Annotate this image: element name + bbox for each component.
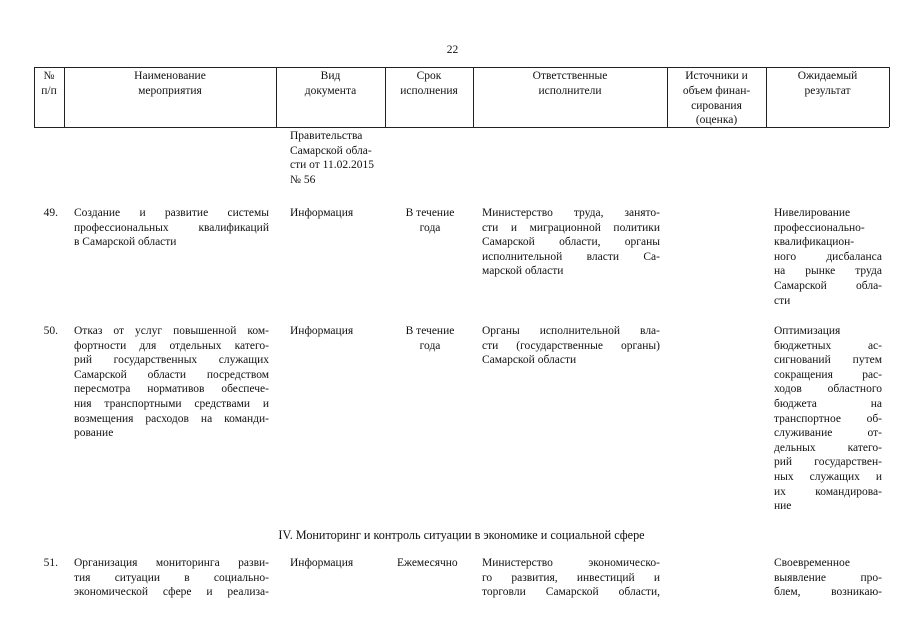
row-50-executors: Органы исполнительной вла- сти (государственные органы) Самарской области [482, 325, 660, 367]
section-heading: IV. Мониторинг и контроль ситуации в экономике и социальной сфере [278, 528, 645, 542]
page-number: 22 [446, 44, 459, 56]
row-49-name: Создание и развитие системы профессиональных квалификаций в Самарской области [74, 207, 269, 249]
row-51-name: Организация мониторинга разви- тия ситуации в социально- экономической сфере и реализа- [74, 557, 269, 599]
table-header-top-border [34, 67, 889, 68]
row-51-executors: Министерство экономическо- го развития, инвестиций и торговли Самарской области, [482, 557, 660, 599]
carryover-document-cell: Правительства Самарской обла- сти от 11.02.2015 № 56 [290, 130, 374, 186]
header-col-document: Вид документа [304, 70, 357, 97]
header-col-number: № п/п [41, 70, 57, 97]
row-51-document: Информация [290, 557, 354, 569]
row-49-document: Информация [290, 207, 354, 219]
header-col-executors: Ответственные исполнители [532, 70, 608, 97]
header-col-name: Наименование мероприятия [134, 70, 206, 97]
row-51-result: Своевременное выявление про- блем, возникаю- [774, 557, 882, 599]
header-col-result: Ожидаемый результат [797, 70, 858, 97]
row-50-document: Информация [290, 325, 354, 337]
row-49-executors: Министерство труда, занято- сти и миграционной политики Самарской области, органы исполнительной власти Са- марской области [482, 207, 660, 278]
row-51-term: Ежемесячно [397, 557, 458, 569]
row-50-term: В течение года [405, 325, 455, 352]
header-col-term: Срок исполнения [400, 70, 458, 97]
row-49-number: 49. [43, 207, 58, 219]
row-49-result: Нивелирование профессионально- квалификацион- ного дисбаланса на рынке труда Самарской обла- сти [774, 207, 882, 307]
row-50-result: Оптимизация бюджетных ас- сигнований путем сокращения рас- ходов областного бюджета на транспортное об- служивание от- дельных катего- рий государствен- ных служащих и их командирова- ние [774, 325, 882, 513]
table-header-divider [889, 67, 890, 127]
row-49-term: В течение года [405, 207, 455, 234]
row-51-number: 51. [43, 557, 58, 569]
row-50-number: 50. [43, 325, 58, 337]
header-col-funding: Источники и объем финан- сирования (оценка) [682, 70, 751, 127]
row-50-name: Отказ от услуг повышенной ком- фортности для отдельных катего- рий государственных служащих Самарской области посредством пересмотра нормативов обеспече- ния транспортными средствами и возмещения расходов на команди- рование [74, 325, 269, 440]
